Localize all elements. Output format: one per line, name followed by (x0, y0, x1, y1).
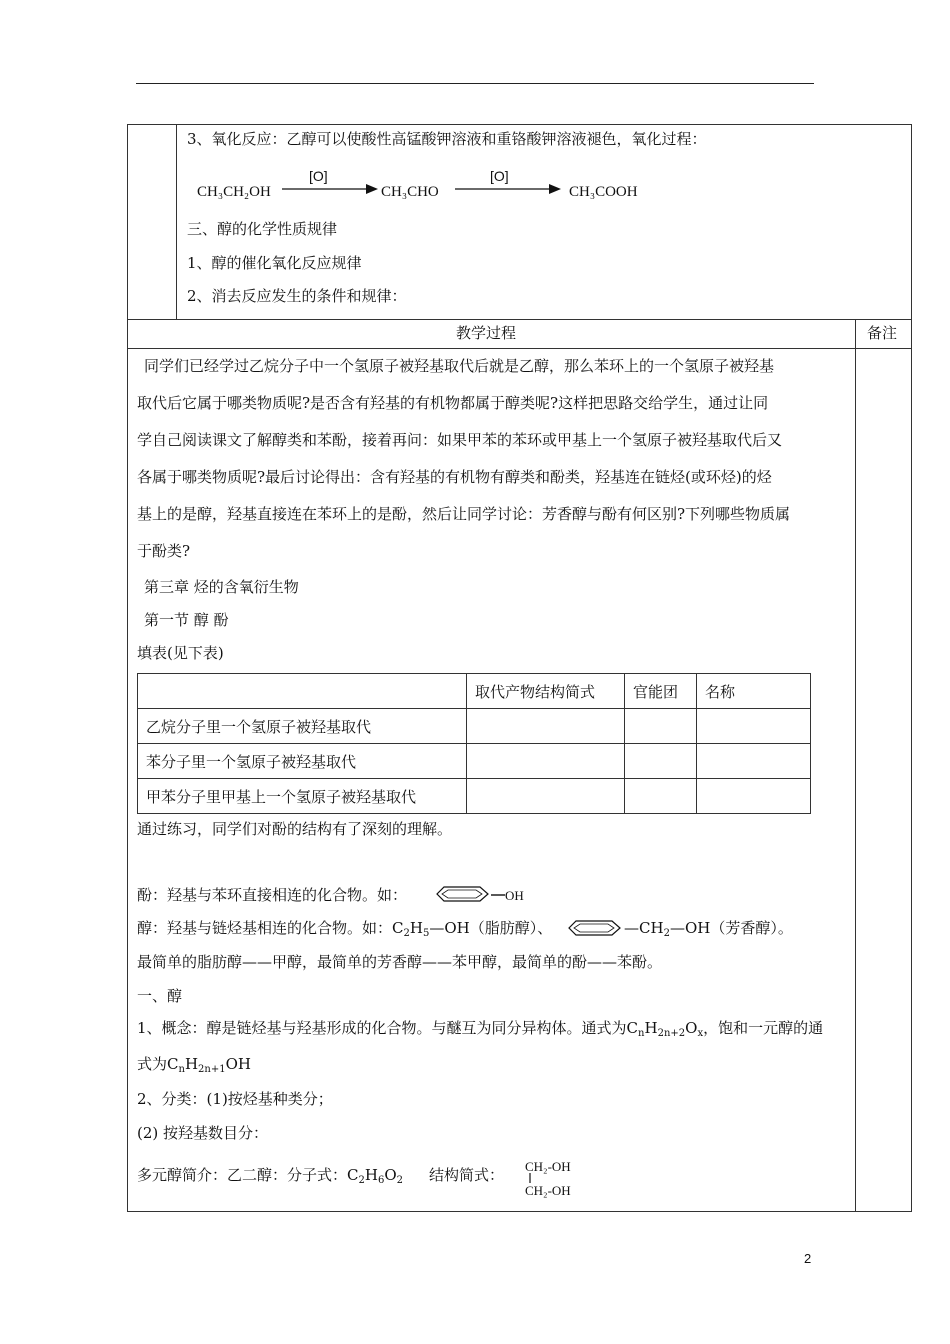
header-notes: 备注 (867, 324, 898, 342)
table-cell-functional-group[interactable] (625, 744, 697, 779)
fill-table-label: 填表(见下表) (137, 644, 224, 662)
intro-line-6: 于酚类? (137, 542, 191, 560)
table-cell-structure[interactable] (467, 779, 625, 814)
rule-2: 2、消去反应发生的条件和规律： (187, 287, 407, 305)
table-row-label: 苯分子里一个氢原子被羟基取代 (138, 744, 467, 779)
header-process: 教学过程 (456, 324, 517, 342)
intro-line-3: 学自己阅读课文了解醇类和苯酚，接着再问：如果甲苯的苯环或甲基上一个氢原子被羟基取代后又 (137, 431, 783, 449)
table-row (138, 709, 811, 744)
header-rule (136, 83, 814, 84)
classification-2: (2) 按羟基数目分： (137, 1124, 269, 1142)
table-header-row (138, 674, 811, 709)
rule-1: 1、醇的催化氧化反应规律 (187, 254, 362, 272)
notes-column-divider (855, 319, 856, 1212)
chapter-title: 第三章 烃的含氧衍生物 (144, 578, 299, 596)
table-cell-structure[interactable] (467, 709, 625, 744)
intro-line-5: 基上的是醇，羟基直接连在苯环上的是酚，然后让同学讨论：芳香醇与酚有何区别?下列哪些物质属 (137, 505, 791, 523)
fill-in-table (137, 673, 811, 814)
concept-line-2: 式为$C_nH_{2n+1}OH$ (137, 1055, 251, 1075)
table-header-cell: 官能团 (625, 674, 697, 709)
glycol-structure-bottom: CH₂-OH (525, 1183, 571, 1198)
page-number: 2 (804, 1251, 812, 1266)
rules-heading: 三、醇的化学性质规律 (187, 220, 338, 238)
alcohol-heading: 一、醇 (137, 987, 183, 1005)
equation-arrow2-label: [O] (490, 168, 509, 184)
table-row (138, 779, 811, 814)
table-row (138, 744, 811, 779)
alcohol-def-text: 醇：羟基与链烃基相连的化合物。如：C (137, 919, 404, 937)
table-row-label: 甲苯分子里甲基上一个氢原子被羟基取代 (138, 779, 467, 814)
concept-line-1: 1、概念：醇是链烃基与羟基形成的化合物。与醚互为同分异构体。通式为$C_nH_{2n+2}O_x$，饱和一元醇的通 (137, 1019, 824, 1039)
intro-line-4: 各属于哪类物质呢?最后讨论得出：含有羟基的有机物有醇类和酚类，羟基连在链烃(或环烃)的烃 (137, 468, 772, 486)
phenol-definition: 酚：羟基与苯环直接相连的化合物。如： (137, 886, 408, 904)
glycol-structure-top: CH₂-OH (525, 1159, 571, 1174)
polyol-intro: 多元醇简介：乙二醇：分子式：$C_2H_6O_2$ 结构简式： (137, 1166, 505, 1186)
table-cell-functional-group[interactable] (625, 709, 697, 744)
benzene-ring-icon (568, 920, 624, 936)
table-cell-name[interactable] (697, 709, 811, 744)
table-row-label: 乙烷分子里一个氢原子被羟基取代 (138, 709, 467, 744)
bond-icon (491, 893, 505, 897)
table-header-cell (138, 674, 467, 709)
simplest-compounds: 最简单的脂肪醇——甲醇，最简单的芳香醇——苯甲醇，最简单的酚——苯酚。 (137, 953, 663, 971)
after-table-text: 通过练习，同学们对酚的结构有了深刻的理解。 (137, 820, 453, 838)
equation-arrow1 (282, 183, 378, 195)
header-row-divider (127, 348, 912, 349)
intro-line-1: 同学们已经学过乙烷分子中一个氢原子被羟基取代后就是乙醇，那么苯环上的一个氢原子被羟基 (144, 357, 775, 375)
table-cell-functional-group[interactable] (625, 779, 697, 814)
table-header-cell: 名称 (697, 674, 811, 709)
equation-middle: CH₃CHO (381, 184, 439, 200)
aromatic-alcohol-text: $—CH_2—OH$（芳香醇）。 (624, 919, 793, 939)
classification-1: 2、分类：(1)按烃基种类分； (137, 1090, 333, 1108)
top-section-divider (176, 124, 177, 320)
phenol-oh: OH (505, 888, 524, 903)
equation-arrow2 (455, 183, 561, 195)
table-cell-structure[interactable] (467, 744, 625, 779)
equation-arrow1-label: [O] (309, 168, 328, 184)
intro-line-2: 取代后它属于哪类物质呢?是否含有羟基的有机物都属于醇类呢?这样把思路交给学生，通过让同 (137, 394, 769, 412)
table-header-cell: 取代产物结构简式 (467, 674, 625, 709)
alcohol-definition: 醇：羟基与链烃基相连的化合物。如：$C_2H_5—OH$（脂肪醇）、 (137, 919, 553, 939)
section-title: 第一节 醇 酚 (144, 611, 229, 629)
table-cell-name[interactable] (697, 779, 811, 814)
benzene-ring-icon (436, 886, 492, 902)
table-cell-name[interactable] (697, 744, 811, 779)
oxidation-line: 3、氧化反应：乙醇可以使酸性高锰酸钾溶液和重铬酸钾溶液褪色，氧化过程： (187, 130, 707, 148)
equation-reactant: CH₃CH₂OH (197, 184, 271, 200)
equation-product: CH₃COOH (569, 184, 638, 200)
